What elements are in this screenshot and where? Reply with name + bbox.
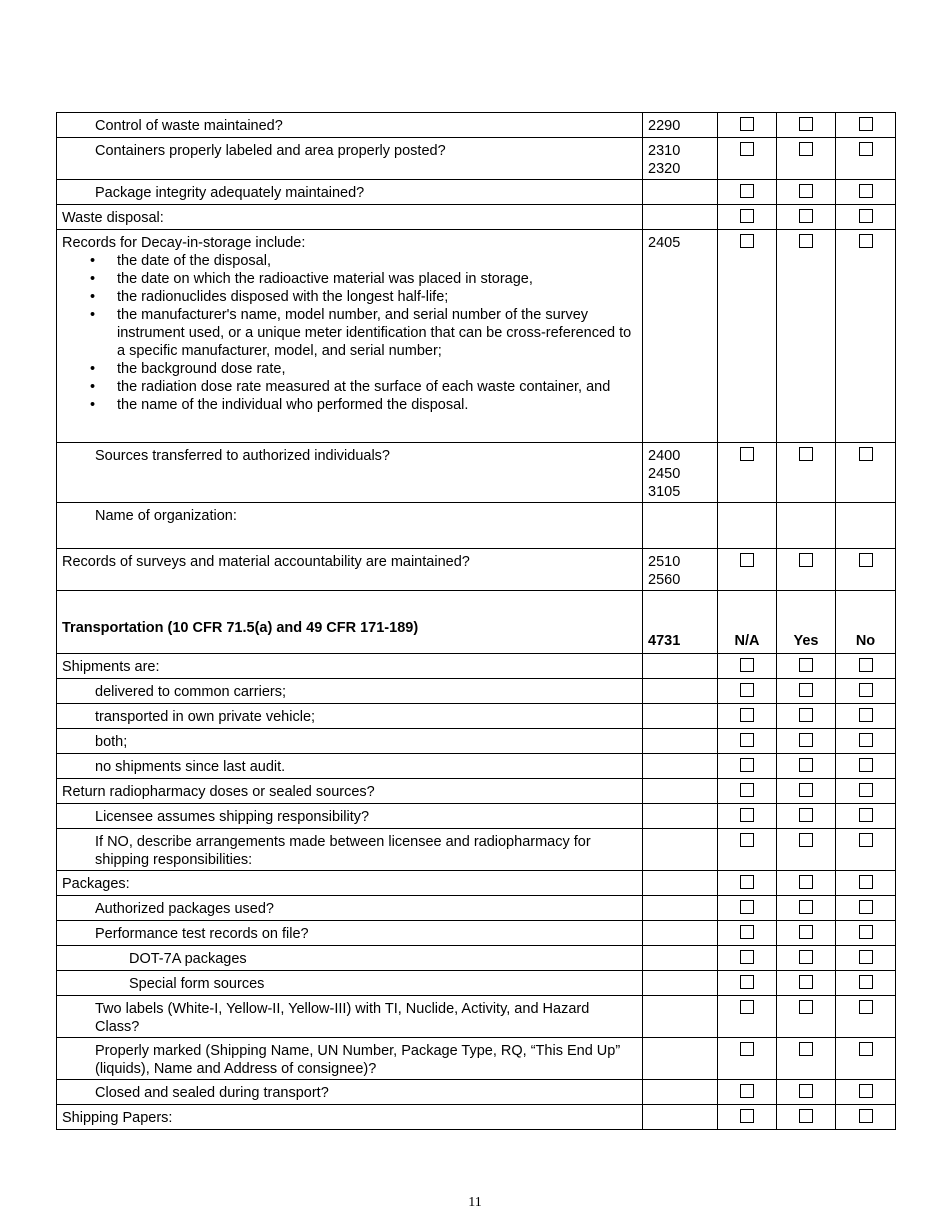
no-checkbox[interactable] <box>859 1084 873 1098</box>
question-cell: Sources transferred to authorized individuals? <box>57 443 643 503</box>
no-checkbox[interactable] <box>859 808 873 822</box>
decay-section <box>57 230 896 443</box>
na-checkbox[interactable] <box>740 708 754 722</box>
list-item: • the radiation dose rate measured at the surface of each waste container, and <box>117 378 637 396</box>
na-checkbox[interactable] <box>740 658 754 672</box>
question-cell: Waste disposal: <box>57 205 643 230</box>
sources-section <box>57 443 896 591</box>
reference-cell <box>643 205 718 230</box>
reference-cell <box>643 779 718 804</box>
question-cell: Package integrity adequately maintained? <box>57 180 643 205</box>
table-row <box>57 503 896 549</box>
na-checkbox[interactable] <box>740 184 754 198</box>
no-cell <box>836 921 896 946</box>
yes-cell <box>777 829 836 871</box>
no-cell <box>836 503 896 549</box>
yes-checkbox[interactable] <box>799 758 813 772</box>
yes-cell <box>777 1038 836 1080</box>
yes-checkbox[interactable] <box>799 1109 813 1123</box>
table-row <box>57 971 896 996</box>
reference-cell <box>643 679 718 704</box>
no-cell <box>836 443 896 503</box>
na-cell <box>718 113 777 138</box>
list-item: • the date of the disposal, <box>117 252 637 270</box>
no-cell <box>836 871 896 896</box>
question-cell: If NO, describe arrangements made between licensee and radiopharmacy for shipping responsibilities: <box>57 829 643 871</box>
no-cell <box>836 729 896 754</box>
na-checkbox[interactable] <box>740 975 754 989</box>
question-cell: Control of waste maintained? <box>57 113 643 138</box>
yes-checkbox[interactable] <box>799 234 813 248</box>
reference-cell <box>643 829 718 871</box>
no-checkbox[interactable] <box>859 875 873 889</box>
table-row <box>57 1105 896 1130</box>
yes-checkbox[interactable] <box>799 142 813 156</box>
reference-cell <box>643 1080 718 1105</box>
question-cell: Shipments are: <box>57 654 643 679</box>
no-checkbox[interactable] <box>859 925 873 939</box>
question-cell: Containers properly labeled and area properly posted? <box>57 138 643 180</box>
reference-cell: 2405 <box>643 230 718 443</box>
no-checkbox[interactable] <box>859 209 873 223</box>
decay-records-cell <box>57 230 643 443</box>
yes-checkbox[interactable] <box>799 658 813 672</box>
reference-cell <box>643 871 718 896</box>
yes-checkbox[interactable] <box>799 875 813 889</box>
question-cell: Closed and sealed during transport? <box>57 1080 643 1105</box>
yes-checkbox[interactable] <box>799 708 813 722</box>
waste-section <box>57 113 896 230</box>
yes-checkbox[interactable] <box>799 733 813 747</box>
reference-number: 2290 <box>648 118 681 134</box>
table-row <box>57 679 896 704</box>
na-cell <box>718 679 777 704</box>
na-checkbox[interactable] <box>740 142 754 156</box>
no-checkbox[interactable] <box>859 833 873 847</box>
yes-checkbox[interactable] <box>799 447 813 461</box>
question-cell: both; <box>57 729 643 754</box>
table-row <box>57 1038 896 1080</box>
table-row <box>57 754 896 779</box>
no-checkbox[interactable] <box>859 234 873 248</box>
na-cell <box>718 704 777 729</box>
na-cell <box>718 1105 777 1130</box>
question-cell: Authorized packages used? <box>57 896 643 921</box>
table-row <box>57 443 896 503</box>
reference-number: 2560 <box>648 572 681 588</box>
decay-heading: Records for Decay-in-storage include: <box>62 235 306 251</box>
no-checkbox[interactable] <box>859 142 873 156</box>
reference-number: 2400 <box>648 448 681 464</box>
no-cell <box>836 1105 896 1130</box>
no-checkbox[interactable] <box>859 184 873 198</box>
na-cell <box>718 779 777 804</box>
yes-cell <box>777 1080 836 1105</box>
list-item: • the name of the individual who performed the disposal. <box>117 396 637 414</box>
na-cell <box>718 896 777 921</box>
yes-checkbox[interactable] <box>799 900 813 914</box>
no-cell <box>836 704 896 729</box>
table-row <box>57 180 896 205</box>
yes-cell <box>777 443 836 503</box>
table-row <box>57 230 896 443</box>
question-cell: Shipping Papers: <box>57 1105 643 1130</box>
na-cell <box>718 654 777 679</box>
no-checkbox[interactable] <box>859 658 873 672</box>
na-checkbox[interactable] <box>740 234 754 248</box>
no-cell <box>836 679 896 704</box>
na-cell <box>718 205 777 230</box>
na-checkbox[interactable] <box>740 833 754 847</box>
table-row <box>57 946 896 971</box>
yes-checkbox[interactable] <box>799 117 813 131</box>
question-cell: Performance test records on file? <box>57 921 643 946</box>
reference-cell <box>643 804 718 829</box>
na-cell <box>718 996 777 1038</box>
reference-cell <box>643 654 718 679</box>
table-row <box>57 829 896 871</box>
no-cell <box>836 549 896 591</box>
question-cell: Records of surveys and material accountability are maintained? <box>57 549 643 591</box>
yes-checkbox[interactable] <box>799 184 813 198</box>
reference-number: 2320 <box>648 161 681 177</box>
reference-cell <box>643 503 718 549</box>
yes-cell <box>777 679 836 704</box>
table-row <box>57 921 896 946</box>
yes-cell <box>777 205 836 230</box>
reference-cell <box>643 704 718 729</box>
yes-checkbox[interactable] <box>799 950 813 964</box>
no-cell <box>836 1080 896 1105</box>
no-cell <box>836 996 896 1038</box>
question-cell: transported in own private vehicle; <box>57 704 643 729</box>
yes-cell <box>777 729 836 754</box>
question-cell: no shipments since last audit. <box>57 754 643 779</box>
na-cell <box>718 180 777 205</box>
yes-cell <box>777 996 836 1038</box>
na-cell <box>718 729 777 754</box>
no-checkbox[interactable] <box>859 733 873 747</box>
table-row <box>57 896 896 921</box>
na-checkbox[interactable] <box>740 1000 754 1014</box>
header-yes: Yes <box>777 591 836 654</box>
no-cell <box>836 754 896 779</box>
yes-checkbox[interactable] <box>799 1042 813 1056</box>
yes-checkbox[interactable] <box>799 553 813 567</box>
reference-number: 3105 <box>648 484 681 500</box>
na-checkbox[interactable] <box>740 925 754 939</box>
reference-cell <box>643 729 718 754</box>
yes-checkbox[interactable] <box>799 808 813 822</box>
no-cell <box>836 896 896 921</box>
reference-cell <box>643 1038 718 1080</box>
na-cell <box>718 871 777 896</box>
yes-cell <box>777 704 836 729</box>
transport-section <box>57 654 896 1130</box>
na-checkbox[interactable] <box>740 1109 754 1123</box>
question-cell: delivered to common carriers; <box>57 679 643 704</box>
no-checkbox[interactable] <box>859 1042 873 1056</box>
list-item: • the radionuclides disposed with the longest half-life; <box>117 288 637 306</box>
list-item: • the date on which the radioactive material was placed in storage, <box>117 270 637 288</box>
list-item: • the background dose rate, <box>117 360 637 378</box>
yes-checkbox[interactable] <box>799 783 813 797</box>
table-row <box>57 779 896 804</box>
na-checkbox[interactable] <box>740 1084 754 1098</box>
reference-cell <box>643 754 718 779</box>
no-cell <box>836 829 896 871</box>
reference-cell <box>643 971 718 996</box>
na-checkbox[interactable] <box>740 553 754 567</box>
na-checkbox[interactable] <box>740 875 754 889</box>
yes-cell <box>777 180 836 205</box>
na-checkbox[interactable] <box>740 447 754 461</box>
list-item: • the manufacturer's name, model number, and serial number of the survey instrument used, or a unique meter identification that can be cross-referenced to a specific manufacturer, model, and serial number; <box>117 306 637 360</box>
na-cell <box>718 804 777 829</box>
reference-cell <box>643 443 718 503</box>
question-cell: DOT-7A packages <box>57 946 643 971</box>
question-cell: Licensee assumes shipping responsibility? <box>57 804 643 829</box>
reference-number: 2450 <box>648 466 681 482</box>
na-cell <box>718 138 777 180</box>
question-cell: Special form sources <box>57 971 643 996</box>
no-cell <box>836 654 896 679</box>
no-checkbox[interactable] <box>859 117 873 131</box>
yes-cell <box>777 503 836 549</box>
table-row <box>57 871 896 896</box>
yes-checkbox[interactable] <box>799 1000 813 1014</box>
na-checkbox[interactable] <box>740 683 754 697</box>
na-checkbox[interactable] <box>740 117 754 131</box>
reference-number: 2510 <box>648 554 681 570</box>
table-row <box>57 654 896 679</box>
reference-cell <box>643 138 718 180</box>
reference-cell <box>643 996 718 1038</box>
question-cell: Packages: <box>57 871 643 896</box>
table-row <box>57 138 896 180</box>
question-cell: Two labels (White-I, Yellow-II, Yellow-III) with TI, Nuclide, Activity, and Hazard Class? <box>57 996 643 1038</box>
yes-cell <box>777 804 836 829</box>
reference-cell <box>643 921 718 946</box>
yes-cell <box>777 549 836 591</box>
no-checkbox[interactable] <box>859 1000 873 1014</box>
na-checkbox[interactable] <box>740 783 754 797</box>
yes-checkbox[interactable] <box>799 683 813 697</box>
audit-checklist-table <box>56 112 896 1130</box>
yes-cell <box>777 1105 836 1130</box>
no-checkbox[interactable] <box>859 708 873 722</box>
yes-checkbox[interactable] <box>799 925 813 939</box>
yes-cell <box>777 896 836 921</box>
yes-cell <box>777 779 836 804</box>
na-cell <box>718 971 777 996</box>
na-checkbox[interactable] <box>740 209 754 223</box>
reference-cell <box>643 113 718 138</box>
na-checkbox[interactable] <box>740 808 754 822</box>
na-checkbox[interactable] <box>740 1042 754 1056</box>
yes-cell <box>777 113 836 138</box>
reference-cell <box>643 946 718 971</box>
no-checkbox[interactable] <box>859 783 873 797</box>
yes-checkbox[interactable] <box>799 833 813 847</box>
yes-checkbox[interactable] <box>799 1084 813 1098</box>
question-cell: Return radiopharmacy doses or sealed sources? <box>57 779 643 804</box>
table-row <box>57 804 896 829</box>
reference-cell <box>643 549 718 591</box>
yes-checkbox[interactable] <box>799 209 813 223</box>
yes-cell <box>777 971 836 996</box>
na-checkbox[interactable] <box>740 900 754 914</box>
yes-cell <box>777 921 836 946</box>
question-cell: Properly marked (Shipping Name, UN Number, Package Type, RQ, “This End Up” (liquids), Name and Address of consignee)? <box>57 1038 643 1080</box>
no-cell <box>836 1038 896 1080</box>
na-cell <box>718 1038 777 1080</box>
no-cell <box>836 946 896 971</box>
reference-number: 2310 <box>648 143 681 159</box>
na-cell <box>718 443 777 503</box>
na-cell <box>718 829 777 871</box>
no-checkbox[interactable] <box>859 553 873 567</box>
no-checkbox[interactable] <box>859 950 873 964</box>
no-checkbox[interactable] <box>859 447 873 461</box>
header-no: No <box>836 591 896 654</box>
table-row <box>57 1080 896 1105</box>
table-row <box>57 205 896 230</box>
yes-cell <box>777 871 836 896</box>
na-cell <box>718 549 777 591</box>
no-cell <box>836 138 896 180</box>
yes-checkbox[interactable] <box>799 975 813 989</box>
na-cell <box>718 946 777 971</box>
na-checkbox[interactable] <box>740 950 754 964</box>
transport-header-row <box>57 591 896 654</box>
question-cell: Name of organization: <box>57 503 643 549</box>
no-cell <box>836 971 896 996</box>
header-reference: 4731 <box>643 591 718 654</box>
no-cell <box>836 180 896 205</box>
table-row <box>57 113 896 138</box>
table-row <box>57 729 896 754</box>
decay-bullet-list <box>62 252 637 414</box>
na-checkbox[interactable] <box>740 758 754 772</box>
table-row <box>57 704 896 729</box>
no-checkbox[interactable] <box>859 758 873 772</box>
header-na: N/A <box>718 591 777 654</box>
yes-cell <box>777 946 836 971</box>
no-cell <box>836 205 896 230</box>
yes-cell <box>777 138 836 180</box>
table-row <box>57 549 896 591</box>
reference-cell <box>643 1105 718 1130</box>
no-checkbox[interactable] <box>859 1109 873 1123</box>
no-checkbox[interactable] <box>859 683 873 697</box>
no-cell <box>836 113 896 138</box>
reference-cell <box>643 180 718 205</box>
na-cell <box>718 754 777 779</box>
na-cell <box>718 1080 777 1105</box>
no-cell <box>836 779 896 804</box>
page-number: 11 <box>468 1195 482 1210</box>
no-cell <box>836 804 896 829</box>
yes-cell <box>777 754 836 779</box>
reference-cell <box>643 896 718 921</box>
na-checkbox[interactable] <box>740 733 754 747</box>
na-cell <box>718 921 777 946</box>
yes-cell <box>777 654 836 679</box>
no-checkbox[interactable] <box>859 975 873 989</box>
table-row <box>57 996 896 1038</box>
section-title: Transportation (10 CFR 71.5(a) and 49 CFR 171-189) <box>57 591 643 654</box>
na-cell <box>718 503 777 549</box>
no-checkbox[interactable] <box>859 900 873 914</box>
transport-header-section <box>57 591 896 654</box>
